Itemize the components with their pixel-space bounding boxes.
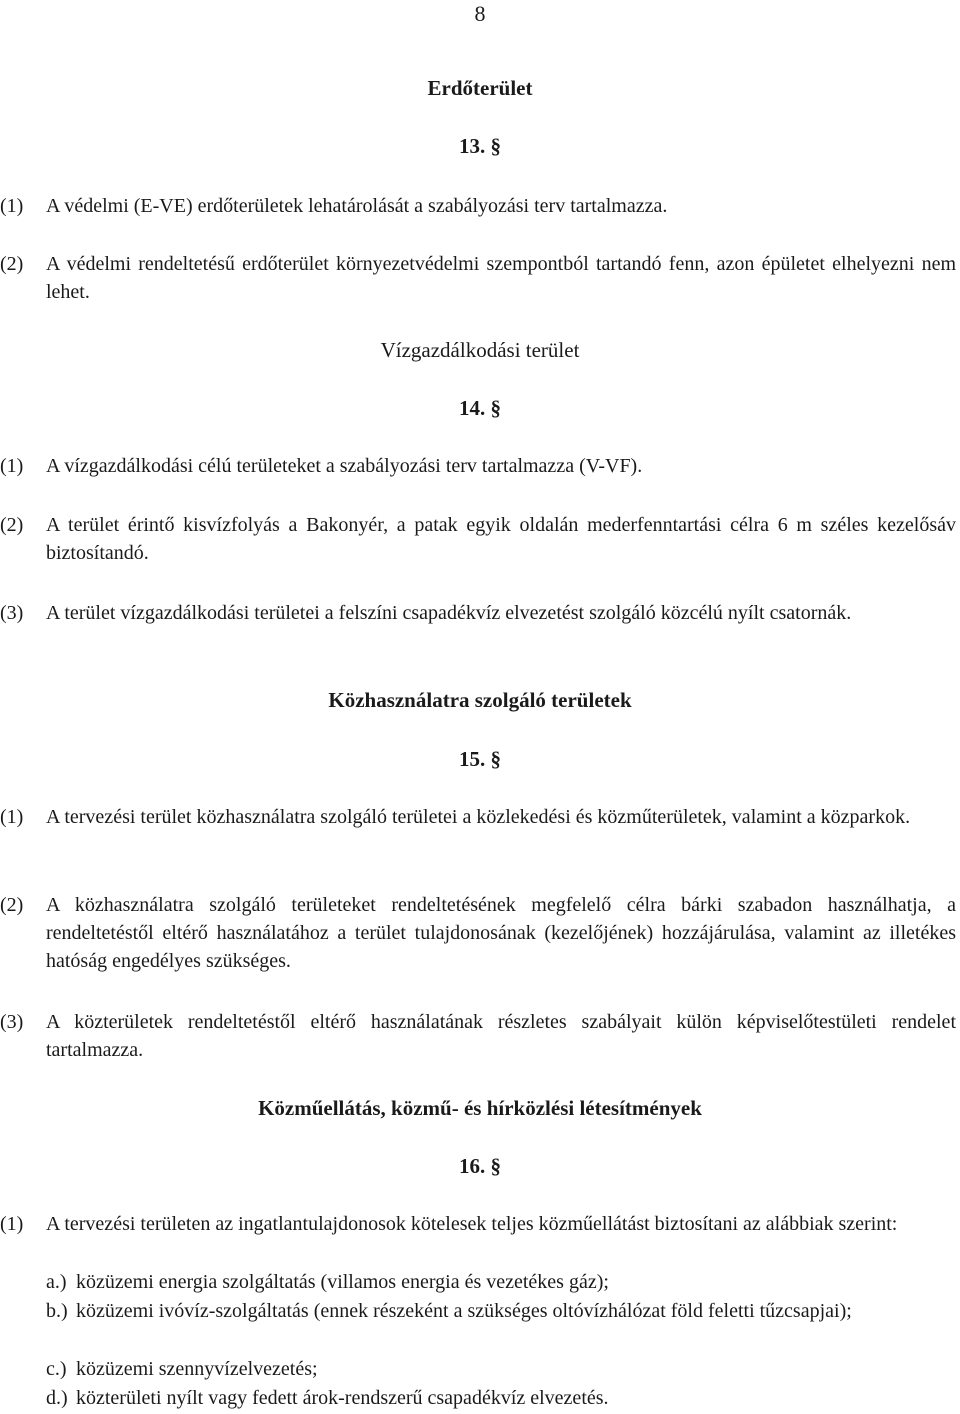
list-item-text: közüzemi energia szolgáltatás (villamos energia és vezetékes gáz);	[76, 1271, 609, 1293]
paragraph-text: A védelmi rendeltetésű erdőterület környezetvédelmi szempontból tartandó fenn, azon épületet elhelyezni nem lehet.	[46, 253, 956, 303]
section-title-vizgazdalkodasi: Vízgazdálkodási terület	[380, 338, 580, 362]
paragraph-text: A közhasználatra szolgáló területeket rendeltetésének megfelelő célra bárki szabadon használhatja, a rendeltetéstől eltérő használatához a terület tulajdonosának (kezelőjének) hozzájárulása, valamint az illetékes hatóság engedélyes szükséges.	[46, 894, 956, 972]
page-number: 8	[474, 1, 486, 26]
paragraph-number: (3)	[0, 602, 24, 624]
paragraph-13-1	[0, 192, 956, 220]
list-item-text: közüzemi ivóvíz-szolgáltatás (ennek részeként a szükséges oltóvízhálózat föld feletti tűzcsapjai);	[76, 1300, 852, 1322]
paragraph-16-1	[0, 1210, 956, 1238]
paragraph-15-3	[0, 1008, 956, 1064]
section-number-16: 16. §	[459, 1154, 501, 1178]
paragraph-number: (3)	[0, 1011, 24, 1033]
paragraph-14-1	[0, 452, 956, 480]
paragraph-number: (2)	[0, 514, 24, 536]
paragraph-number: (2)	[0, 253, 24, 275]
section-title-kozhasznalatra: Közhasználatra szolgáló területek	[328, 688, 632, 712]
paragraph-number: (1)	[0, 806, 24, 828]
paragraph-text: A vízgazdálkodási célú területeket a szabályozási terv tartalmazza (V-VF).	[46, 455, 643, 477]
list-item-text: közüzemi szennyvízelvezetés;	[76, 1358, 318, 1380]
list-item-label: b.)	[46, 1300, 68, 1322]
paragraph-14-2	[0, 511, 956, 567]
list-item-d	[46, 1384, 958, 1412]
list-item-label: a.)	[46, 1271, 67, 1293]
paragraph-number: (1)	[0, 455, 24, 477]
section-number-14: 14. §	[459, 396, 501, 420]
list-item-label: c.)	[46, 1358, 67, 1380]
section-title-erdoterulet: Erdőterület	[427, 76, 533, 100]
paragraph-15-1	[0, 803, 956, 831]
paragraph-number: (2)	[0, 894, 24, 916]
section-number-13: 13. §	[459, 134, 501, 158]
section-number-15: 15. §	[459, 747, 501, 771]
list-item-text: közterületi nyílt vagy fedett árok-rendszerű csapadékvíz elvezetés.	[76, 1387, 609, 1409]
list-item-b	[46, 1297, 958, 1325]
paragraph-13-2	[0, 250, 956, 306]
paragraph-text: A közterületek rendeltetéstől eltérő használatának részletes szabályait külön képviselőtestületi rendelet tartalmazza.	[46, 1011, 956, 1061]
paragraph-15-2	[0, 891, 956, 975]
section-title-kozmuellatas: Közműellátás, közmű- és hírközlési létesítmények	[258, 1096, 702, 1120]
paragraph-text: A tervezési terület közhasználatra szolgáló területei a közlekedési és közműterületek, valamint a közparkok.	[46, 806, 911, 828]
paragraph-14-3	[0, 599, 956, 627]
paragraph-number: (1)	[0, 195, 24, 217]
list-item-a	[46, 1268, 958, 1296]
paragraph-text: A védelmi (E-VE) erdőterületek lehatárolását a szabályozási terv tartalmazza.	[46, 195, 668, 217]
paragraph-text: A terület vízgazdálkodási területei a felszíni csapadékvíz elvezetést szolgáló közcélú nyílt csatornák.	[46, 602, 852, 624]
list-item-label: d.)	[46, 1387, 68, 1409]
paragraph-text: A tervezési területen az ingatlantulajdonosok kötelesek teljes közműellátást biztosítani az alábbiak szerint:	[46, 1213, 898, 1235]
paragraph-number: (1)	[0, 1213, 24, 1235]
paragraph-text: A terület érintő kisvízfolyás a Bakonyér, a patak egyik oldalán mederfenntartási célra 6 m széles kezelősáv biztosítandó.	[46, 514, 956, 564]
list-item-c	[46, 1355, 958, 1383]
